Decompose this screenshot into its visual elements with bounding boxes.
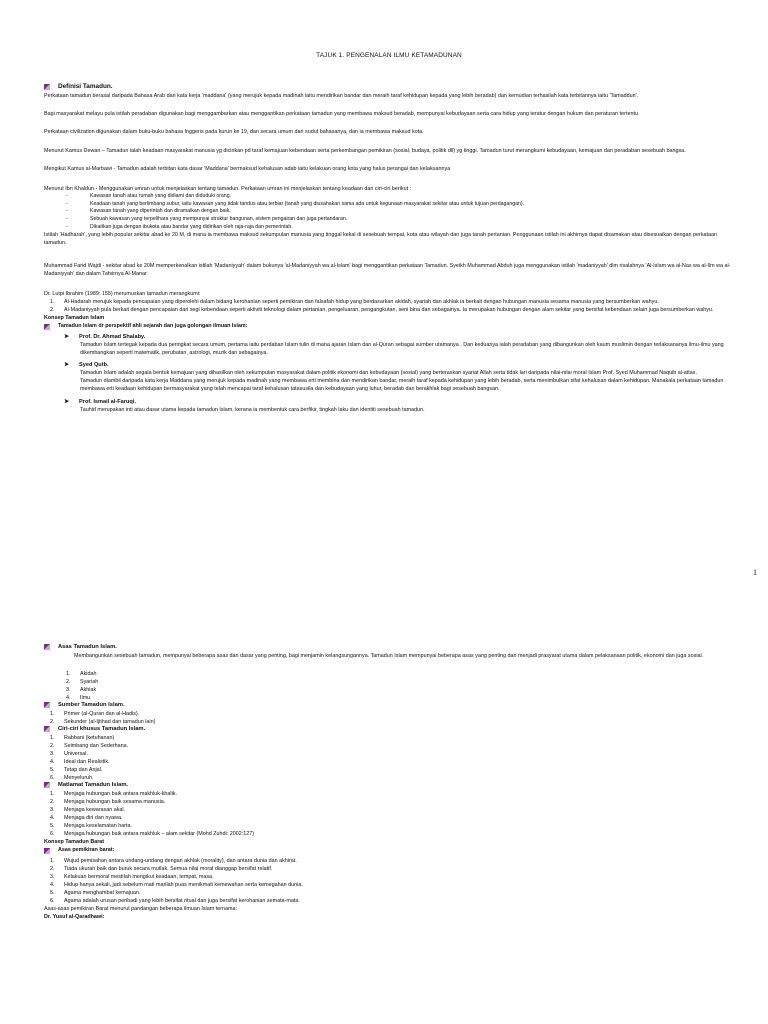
ciri-list xyxy=(44,734,734,782)
list-item: - Keadaan tanah yang berlimbang subur, iaitu kawasan yang tidak tandus atau terbiar (tanah yang diusahakan sama ada untuk kegunaan masyarakat sekitar atau untuk tujuan perdagangan). xyxy=(44,201,734,209)
document-title: TAJUK 1. PENGENALAN ILMU KETAMADUNAN xyxy=(316,52,462,59)
ciri-heading: Ciri-ciri khusus Tamadun Islam. xyxy=(58,726,146,733)
farid-para: Muhammad Farid Wajdi - sekitar abad ke 20M memperkenalkan istilah 'Madaniyyah' dalam bukunya 'al-Madaniyyah wa al-Islam' bagi menggantikan perkataan Tamadun. Syeikh Muhammad Abduh juga menggunakan istilah 'madaniyyah' dlm risalahnya 'Al-Islam wa al-Nas wa al-Ilm wa al-Madaniyyah' dan dalam Tafsirnya Al-Manar xyxy=(44,262,731,277)
list-item: 1. Rabbani (ketuhanan) xyxy=(50,735,115,742)
bullet-icon xyxy=(44,782,50,788)
barat-heading: Konsep Tamadun Barat xyxy=(44,839,105,846)
marbawi-para: Mengikut Kamus al-Marbawi - Tamadun adalah terbitan kata dasar 'Maddana' bermaksud kehalusan adab iaitu kelakuan orang kota yang halus perangai dan kelakuannya xyxy=(44,165,451,172)
list-item: 6. Menyeluruh. xyxy=(50,775,94,782)
list-item: 2. Al-Madaniyyah pula berkait dengan pencapaian dari segi kebendaan seperti aktiviti teknologi dalam pertanian, pengeluaran, pengangkutan, seni bina dan sebagainya. Ia merupakan hubungan dengan alam sekitar yang bersifat kebendaan selain juga bersumberkan wahyu. xyxy=(50,307,714,314)
definisi-heading: Definisi Tamadun. xyxy=(58,83,113,90)
list-item: 3. Kelakuan bermoral mestilah mengikut keadaan, tempat, masa. xyxy=(50,873,214,880)
list-item: 1. Al-Hadarah merujuk kepada pencapaian yang diperolehi dalam bidang kerohanian seperti pemikiran dan falsafah hidup yang berdasarkan akidah, syariah dan akhlak ia berkait dengan hubungan manusia sesama manusia yang bersumberkan wahyu. xyxy=(50,299,659,306)
yusuf-heading: Dr. Yusuf al-Qaradhawi: xyxy=(44,913,105,920)
khaldun-list xyxy=(44,193,734,231)
page-two xyxy=(44,644,734,921)
list-item: 5. Menjaga keselamatan harta. xyxy=(50,823,133,830)
scholar-name: ➤ Prof. Dr. Ahmad Shalaby. xyxy=(64,333,146,340)
list-item: 3. Menjaga kewarasan akal. xyxy=(50,807,126,814)
matlamat-heading: Matlamat Tamadun Islam. xyxy=(58,782,129,789)
bullet-icon xyxy=(44,644,50,650)
arrow-icon: ➤ xyxy=(64,333,70,340)
page-one xyxy=(44,52,734,414)
list-item: - Kawasan tanah yang diperintah dan diramaikan dengan baik. xyxy=(44,208,734,216)
list-item: 4. Hidup hanya sekali, jadi sebelum mati marilah puas menikmati kemewahan serta kemegahan dunia. xyxy=(50,881,303,888)
sumber-heading-row xyxy=(44,702,734,708)
definisi-heading-row xyxy=(44,83,734,90)
list-item: 2. Seimbang dan Sederhana. xyxy=(50,743,129,750)
sumber-heading: Sumber Tamadun Islam. xyxy=(58,702,125,709)
list-item: 2. Sekunder (al-Ijtihad dan tamadun lain) xyxy=(50,719,156,726)
list-item: - Dikaitkan juga dengan ibukota atau bandar yang didirikan oleh raja-raja dan pemerintah. xyxy=(44,224,734,232)
asas-list xyxy=(44,670,734,702)
list-item: 1. Primer (al-Quran dan al-Hadis). xyxy=(50,711,140,718)
list-item: 1. Wujud pemisahan antara undang-undang dengan akhlak (morality), dan antara dunia dan akhirat. xyxy=(50,857,297,864)
konsep-islam-sub: Tamadun Islam dr perspektif ahli sejarah dan juga golongan ilmuan Islam: xyxy=(58,323,248,330)
khaldun-para: Menurut Ibn Khaldun - Menggunakan umran untuk menjelaskan tentang tamadun. Perkataan umran ini menjelaskan tentang keadaan dan ciri-ciri berikut : xyxy=(44,186,412,193)
asas-text: Membangunkan sesebuah tamadun, mempunyai beberapa asas dan dasar yang penting, bagi menjamin kelangsungannya. Tamadun Islam mempunyai beberapa asas yang penting dan menjadi prasyarat utama dalam pelaksanaan politik, ekonomi dan juga sosial. xyxy=(74,653,704,659)
barat-sub-row xyxy=(44,846,734,854)
list-item: 5. Agama menghambat kemajuan. xyxy=(50,889,141,896)
arrow-icon: ➤ xyxy=(64,362,70,369)
hadharah-para: Istilah 'Hadharah', yang lebih popular sekitar abad ke 20 M, di mana ia membawa maksud sekumpulan manusia yang tinggal kekal di sesebuah tempat, kota atau wilayah dan juga tanah pertanian. Penggunaan istilah ini akhirnya dapat disamakan atau disesuaikan dengan perkataan tamadun. xyxy=(44,232,718,247)
list-item: - Sebuah kawasan yang terpelihara yang mempunyai struktur bangunan, sistem pengairan dan juga pertandaran. xyxy=(44,216,734,224)
matlamat-list xyxy=(44,790,734,838)
barat-list xyxy=(44,857,734,905)
lutpi-list xyxy=(44,298,734,314)
barat-closing: Asas-asas pemikiran Barat menurut pandangan beberapa ilmuan Islam ternama: xyxy=(44,905,237,912)
bullet-icon xyxy=(44,324,50,330)
scholar-text: Tamadun diambil daripada kata kerja Maddana yang merujuk kepada madinah yang membawa erti membina dan mendirikan bandar, meraih taraf kepada kehidupan yang lebih beradab, serta menimbulkan sifat kehalusan dalam kehidupan. Manakala perkataan tamadun membawa erti keadaan kehidupan bermasyarakat yang telah mencapai taraf kehalusan tatasusila dan kebudayaan yang luhur, beradab dan berakhlak bagi sesebuah bangsan. xyxy=(80,378,724,393)
list-item: 1. Menjaga hubungan baik antara makhluk-khalik. xyxy=(50,791,177,798)
kamus-dewan-para: Menurut Kamus Dewan – Tamadun ialah keadaan masyarakat manusia yg dicirikan pd taraf kemajuan kebendaan serta perkembangan pemikiran (sosial, budaya, politik dll) yg tinggi. Tamadun turut merangkumi kebudayaan, kemajuan dan peradaban sesebuah bangsa. xyxy=(44,147,686,154)
page-number: 1 xyxy=(753,568,757,577)
bullet-icon xyxy=(44,726,50,732)
arrow-icon: ➤ xyxy=(64,398,70,405)
list-item: 6. Menjaga hubungan baik antara makhluk – alam sekitar (Mohd Zuhdi: 2002:127) xyxy=(50,831,254,838)
list-item: 2. Tiada ukuran baik dan buruk secara mutlak. Semua nilai moral dianggap bersifat relatif. xyxy=(50,865,273,872)
list-item: 2. Syariah xyxy=(66,679,99,686)
ciri-heading-row xyxy=(44,726,734,732)
definisi-para-1: Perkataan tamadun berasal daripada Bahasa Arab dari kata kerja 'maddana' (yang merujuk kepada madinah iaitu mendirikan bandar dan meraih taraf kehidupan kepada yang lebih beradab) dan kemudian terhasilah kata terbitannya iaitu 'Tamaddun'. xyxy=(44,93,639,99)
list-item: 4. Ilmu xyxy=(66,695,91,702)
konsep-islam-sub-row xyxy=(44,322,734,330)
list-item: 3. Akhlak xyxy=(66,687,97,694)
definisi-para-3: Perkataan civilization digunakan dalam buku-buku bahasa Inggeris pada kurun ke 19, dan secara umum dari sudut bahasanya, dan ia membawa maksud kota. xyxy=(44,129,424,136)
bullet-icon xyxy=(44,848,50,854)
list-item: 4. Ideal dan Realistik. xyxy=(50,759,110,766)
bullet-icon xyxy=(44,84,50,90)
konsep-islam-heading: Konsep Tamadun Islam xyxy=(44,315,105,322)
list-item: 3. Universal. xyxy=(50,751,88,758)
scholar-text: Tauhid merupakan inti atau dasar utama kepada tamadun Islam, kerana ia membentuk cara berfikir, tingkah laku dan identiti sesebuah tamadun. xyxy=(80,406,425,413)
lutpi-heading: Dr. Lutpi Ibrahim (1989: 155) merumuskan tamadun merangkumi: xyxy=(44,291,201,297)
list-item: 6. Agama adalah urusan peribadi yang lebih bersifat ritual dan juga bersifat kerohanian semata-mata. xyxy=(50,897,300,904)
barat-sub: Asas pemikiran barat: xyxy=(58,847,115,854)
scholar-text: Tamadun Islam tertegak kepada dua peringkat secara umum, pertama iaitu perdaban Islam tulin di mana ajaran Islam dan al-Quran sebagai sumber utamanya . Dan keduanya ialah peradaban yang dibangunkan oleh kaum muslimin dengan terlaksananya ilmu-ilmu yang dikembangkan seperti matematik, perubatan, astrologi, muzik dan sebagainya. xyxy=(80,341,724,356)
definisi-para-2: Bagi masyarakat melayu pula istilah peradaban digunakan bagi menggambarkan atau menggantikan perkataan tamadun yang membawa maksud beradab, mempunyai kebudayaan serta cara hidup yang teratur dengan hukum dan peraturan tertentu. xyxy=(44,111,640,118)
list-item: 1. Akidah xyxy=(66,671,97,678)
list-item: - Kawasan tanah atau rumah yang didiami dan diduduki orang. xyxy=(44,193,734,201)
matlamat-heading-row xyxy=(44,782,734,788)
scholar-name: ➤ Syed Qutb. xyxy=(64,362,109,369)
asas-heading: Asas Tamadun Islam. xyxy=(58,644,117,650)
list-item: 2. Menjaga hubungan baik sesama manusia. xyxy=(50,799,166,806)
bullet-icon xyxy=(44,702,50,708)
sumber-list xyxy=(44,710,734,726)
list-item: 5. Tetap dan Anjal. xyxy=(50,767,103,774)
asas-heading-row xyxy=(44,644,734,650)
scholar-name: ➤ Prof. Ismail al-Faruqi. xyxy=(64,398,136,405)
scholar-text: Tamadun Islam adalah segala bentuk kemajuan yang dihasilkan oleh sekumpulan masyarakat dalam politik ekonomi dan kebudayaan (sosial) yang berteraskan syariat Allah serta tidak lari daripada nilai-nilai moral Islam Prof. Syed Muhammad Naquib al-attas. xyxy=(80,370,697,377)
list-item: 4. Menjaga diri dan nyawa. xyxy=(50,815,123,822)
